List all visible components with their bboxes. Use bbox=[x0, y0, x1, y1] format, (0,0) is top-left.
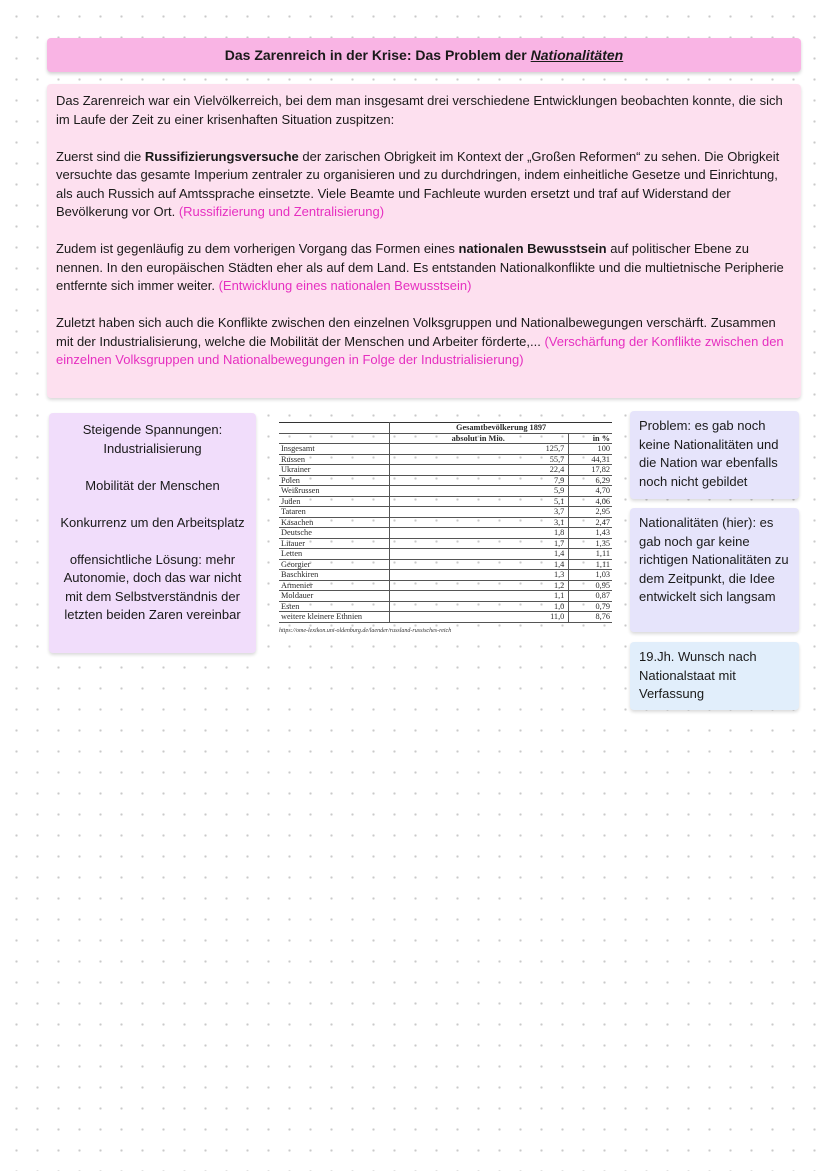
row-name: Armenier bbox=[279, 580, 390, 591]
table-row bbox=[279, 528, 612, 539]
table-group-header: Gesamtbevölkerung 1897 bbox=[390, 423, 612, 434]
table-row bbox=[279, 601, 612, 612]
table-row bbox=[279, 580, 612, 591]
p2-bold: Russifizierungsversuche bbox=[144, 148, 299, 164]
table-source: https://ome-lexikon.uni-oldenburg.de/laender/russland-russisches-reich bbox=[279, 627, 452, 634]
row-pct: 0,95 bbox=[569, 580, 612, 591]
intro-paragraph-3 bbox=[56, 240, 791, 296]
row-pct: 0,87 bbox=[569, 591, 612, 602]
row-pct: 1,03 bbox=[569, 570, 612, 581]
table-row bbox=[279, 444, 612, 455]
table-row bbox=[279, 538, 612, 549]
p3-pre: Zudem ist gegenläufig zu dem vorherigen Vorgang das Formen eines bbox=[56, 241, 459, 256]
row-abs: 55,7 bbox=[390, 454, 569, 465]
tension-item-4: offensichtliche Lösung: mehr Autonomie, doch das war nicht mit dem Selbstverständnis der letzten beiden Zaren vereinbar bbox=[63, 551, 242, 622]
row-name: weitere kleinere Ethnien bbox=[279, 612, 390, 623]
row-abs: 22,4 bbox=[390, 465, 569, 476]
table-row bbox=[279, 591, 612, 602]
row-abs: 5,1 bbox=[390, 496, 569, 507]
row-pct: 1,43 bbox=[569, 528, 612, 539]
row-name: Kasachen bbox=[279, 517, 390, 528]
table-col-pct: in % bbox=[569, 433, 612, 444]
row-abs: 1,4 bbox=[390, 559, 569, 570]
table-row bbox=[279, 507, 612, 518]
intro-paragraph-1: Das Zarenreich war ein Vielvölkerreich, bei dem man insgesamt drei verschiedene Entwicklungen beobachten konnte, die sich im Laufe der Zeit zu einer krisenhaften Situation zuspitzen: bbox=[56, 93, 783, 127]
table-row bbox=[279, 517, 612, 528]
row-name: Litauer bbox=[279, 538, 390, 549]
row-name: Tataren bbox=[279, 507, 390, 518]
nation-state-card bbox=[630, 642, 799, 710]
row-abs: 1,3 bbox=[390, 570, 569, 581]
population-table-image bbox=[279, 422, 612, 634]
p2-note: (Russifizierung und Zentralisierung) bbox=[178, 204, 385, 219]
row-abs: 3,1 bbox=[390, 517, 569, 528]
row-name: Esten bbox=[279, 601, 390, 612]
row-pct: 6,29 bbox=[569, 475, 612, 486]
row-pct: 2,95 bbox=[569, 507, 612, 518]
table-row bbox=[279, 465, 612, 476]
row-abs: 1,1 bbox=[390, 591, 569, 602]
row-name: Deutsche bbox=[279, 528, 390, 539]
row-abs: 7,9 bbox=[390, 475, 569, 486]
row-name: Weißrussen bbox=[279, 486, 390, 497]
table-row bbox=[279, 496, 612, 507]
intro-paragraph-4 bbox=[56, 314, 791, 370]
table-row bbox=[279, 612, 612, 623]
row-pct: 4,70 bbox=[569, 486, 612, 497]
row-pct: 1,11 bbox=[569, 559, 612, 570]
problem-text: Problem: es gab noch keine Nationalitäten und die Nation war ebenfalls noch nicht gebildet bbox=[639, 418, 779, 489]
row-pct: 44,31 bbox=[569, 454, 612, 465]
nationalities-card bbox=[630, 508, 799, 632]
row-name: Russen bbox=[279, 454, 390, 465]
p4-pre: Zuletzt haben sich auch die Konflikte zwischen den einzelnen Volksgruppen und Nationalbewegungen verschärft. Zusammen mit der Industrialisierung, welche die Mobilität der Menschen und Arbeiter förderte,... bbox=[56, 315, 776, 349]
page-title bbox=[47, 38, 801, 72]
nation-state-text: 19.Jh. Wunsch nach Nationalstaat mit Verfassung bbox=[639, 649, 757, 701]
row-pct: 100 bbox=[569, 444, 612, 455]
tension-item-1: Steigende Spannungen: Industrialisierung bbox=[82, 422, 223, 456]
row-pct: 1,11 bbox=[569, 549, 612, 560]
row-abs: 1,0 bbox=[390, 601, 569, 612]
row-pct: 1,35 bbox=[569, 538, 612, 549]
p4-note: (Verschärfung der Konflikte zwischen den einzelnen Volksgruppen und Nationalbewegungen in Folge der Industrialisierung) bbox=[56, 333, 784, 367]
row-name: Baschkiren bbox=[279, 570, 390, 581]
row-pct: 17,82 bbox=[569, 465, 612, 476]
tensions-card bbox=[49, 413, 256, 653]
row-name: Insgesamt bbox=[279, 444, 390, 455]
row-name: Polen bbox=[279, 475, 390, 486]
p2-post: der zarischen Obrigkeit im Kontext der „Großen Reformen“ zu sehen. Die Obrigkeit versuchte das gesamte Imperium zentraler zu organisieren und zu durchdringen, indem einheitliche Gesetze und Einrichtung, als auch Russich auf Amtssprache einsetzte. Viele Beamte und Fachleute wurden ersetzt und traf auf Widerstand der Bevölkerung vor Ort. bbox=[56, 148, 780, 219]
row-abs: 1,2 bbox=[390, 580, 569, 591]
problem-card bbox=[630, 411, 799, 499]
row-name: Georgier bbox=[279, 559, 390, 570]
row-name: Ukrainer bbox=[279, 465, 390, 476]
row-name: Juden bbox=[279, 496, 390, 507]
title-emphasis: Nationalitäten bbox=[530, 47, 624, 63]
row-abs: 1,4 bbox=[390, 549, 569, 560]
row-abs: 3,7 bbox=[390, 507, 569, 518]
p3-note: (Entwicklung eines nationalen Bewusstsein) bbox=[218, 278, 472, 293]
population-table bbox=[279, 422, 612, 623]
table-row bbox=[279, 570, 612, 581]
table-row bbox=[279, 549, 612, 560]
nationalities-text: Nationalitäten (hier): es gab noch gar keine richtigen Nationalitäten zu dem Zeitpunkt, die Idee entwickelt sich langsam bbox=[639, 515, 789, 604]
p2-pre: Zuerst sind die bbox=[56, 148, 145, 164]
title-text: Das Zarenreich in der Krise: Das Problem der bbox=[224, 47, 527, 63]
tension-item-3: Konkurrenz um den Arbeitsplatz bbox=[60, 514, 245, 530]
table-row bbox=[279, 454, 612, 465]
table-row bbox=[279, 475, 612, 486]
row-abs: 11,0 bbox=[390, 612, 569, 623]
row-pct: 0,79 bbox=[569, 601, 612, 612]
row-abs: 5,9 bbox=[390, 486, 569, 497]
table-col-abs: absolut in Mio. bbox=[390, 433, 569, 444]
intro-paragraph-2 bbox=[56, 148, 791, 222]
row-abs: 125,7 bbox=[390, 444, 569, 455]
row-name: Moldauer bbox=[279, 591, 390, 602]
row-abs: 1,7 bbox=[390, 538, 569, 549]
row-name: Letten bbox=[279, 549, 390, 560]
table-row bbox=[279, 559, 612, 570]
row-abs: 1,8 bbox=[390, 528, 569, 539]
tension-item-2: Mobilität der Menschen bbox=[85, 477, 220, 493]
intro-box bbox=[47, 84, 801, 398]
p3-bold: nationalen Bewusstsein bbox=[458, 241, 607, 256]
table-row bbox=[279, 486, 612, 497]
row-pct: 8,76 bbox=[569, 612, 612, 623]
p3-post: auf politischer Ebene zu nennen. In den europäischen Städten eher als auf dem Land. Es entstanden Nationalkonflikte und die multietnische Peripherie entfernte sich immer weiter. bbox=[56, 241, 784, 293]
row-pct: 2,47 bbox=[569, 517, 612, 528]
row-pct: 4,06 bbox=[569, 496, 612, 507]
